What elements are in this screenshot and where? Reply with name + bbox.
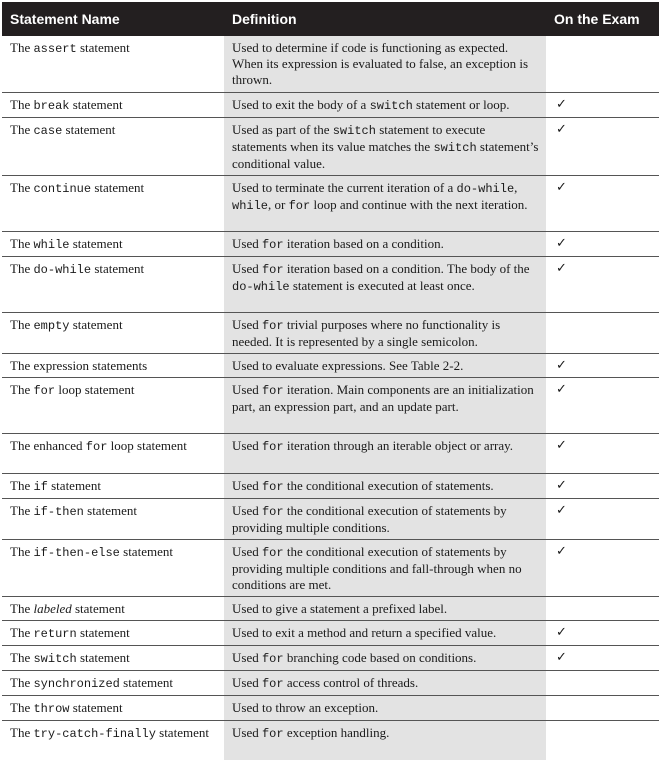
table-header-row [2,2,659,36]
definition-cell: Used for trivial purposes where no functionality is needed. It is represented by a single semicolon. [224,312,546,353]
statement-name-prefix: The [10,649,34,665]
definition-cell: Used to exit a method and return a specified value. [224,620,546,645]
on-exam-check-icon [546,720,659,760]
statement-name-cell [2,231,224,256]
definition-cell: Used to terminate the current iteration of a do-while, while, or for loop and continue with the next iteration. [224,175,546,231]
statement-name-prefix: The [10,179,34,195]
statement-name-cell [2,92,224,117]
statement-name-suffix: statement [71,600,125,616]
statement-name-prefix: The [10,316,34,332]
statement-name-prefix: The [10,235,34,251]
table-row [2,175,659,231]
statement-name-prefix: The [10,477,34,493]
statement-keyword: break [33,98,70,113]
table-row [2,256,659,312]
statement-name-prefix: The [10,543,34,559]
statement-name-cell [2,695,224,720]
statement-name-suffix: statement [69,699,123,715]
statement-keyword: switch [33,651,77,666]
statement-name-suffix: statement [76,624,130,640]
statement-name-cell [2,175,224,231]
table-row [2,695,659,720]
statement-keyword: do-while [33,262,92,277]
table-row [2,433,659,473]
statement-keyword: if-then [33,504,84,519]
header-on-the-exam: On the Exam [546,2,659,36]
statement-name-suffix: statement [47,477,101,493]
statement-name-cell [2,433,224,473]
statement-name-suffix: statement [83,502,137,518]
table-row [2,620,659,645]
definition-cell: Used to give a statement a prefixed label. [224,596,546,620]
definition-cell: Used as part of the switch statement to execute statements when its value matches the switch statement’s conditional value. [224,117,546,175]
on-exam-check-icon: ✓ [546,353,659,377]
on-exam-check-icon: ✓ [546,498,659,539]
table-row [2,473,659,498]
on-exam-check-icon [546,36,659,92]
definition-cell: Used for branching code based on conditions. [224,645,546,670]
table-row [2,92,659,117]
statement-name-prefix: The [10,724,34,740]
on-exam-check-icon: ✓ [546,175,659,231]
statement-name-prefix: The [10,96,34,112]
statement-keyword: continue [33,181,92,196]
statement-name-cell [2,473,224,498]
definition-cell: Used for the conditional execution of statements by providing multiple conditions and fall-through when no conditions are met. [224,539,546,596]
statement-keyword: if [33,479,48,494]
definition-cell: Used for iteration based on a condition. The body of the do-while statement is executed at least once. [224,256,546,312]
on-exam-check-icon: ✓ [546,433,659,473]
statement-name-prefix: The expression statements [10,357,148,373]
statement-name-cell [2,645,224,670]
statement-name-prefix: The [10,502,34,518]
statement-name-suffix: statement [119,543,173,559]
statement-name-suffix: statement [69,316,123,332]
definition-cell: Used to throw an exception. [224,695,546,720]
statement-name-cell [2,596,224,620]
statement-name-cell [2,720,224,760]
on-exam-check-icon [546,596,659,620]
statement-name-cell [2,670,224,695]
statement-name-cell [2,256,224,312]
statement-name-suffix: statement [69,235,123,251]
header-definition: Definition [224,2,546,36]
statement-name-cell [2,620,224,645]
on-exam-check-icon: ✓ [546,117,659,175]
statement-name-cell [2,498,224,539]
statement-name-prefix: The [10,674,34,690]
statement-name-suffix: statement [62,121,116,137]
header-statement-name: Statement Name [2,2,224,36]
definition-cell: Used for iteration. Main components are an initialization part, an expression part, and an update part. [224,377,546,433]
statement-name-suffix: statement [76,649,130,665]
on-exam-check-icon [546,670,659,695]
table-row [2,231,659,256]
table-row [2,539,659,596]
statement-name-suffix: statement [69,96,123,112]
table-row [2,353,659,377]
statement-keyword: case [33,123,63,138]
statement-name-cell [2,539,224,596]
on-exam-check-icon: ✓ [546,256,659,312]
statement-name-cell [2,36,224,92]
statement-name-cell [2,117,224,175]
statement-keyword: synchronized [33,676,120,691]
on-exam-check-icon: ✓ [546,92,659,117]
statements-table [2,2,659,760]
on-exam-check-icon: ✓ [546,539,659,596]
statement-keyword: try-catch-finally [33,726,156,741]
statement-name-prefix: The [10,624,34,640]
statement-keyword: return [33,626,77,641]
statement-keyword: assert [33,42,77,56]
definition-cell: Used to exit the body of a switch statement or loop. [224,92,546,117]
statement-name-prefix: The enhanced [10,437,86,453]
statement-name-suffix: loop statement [107,437,187,453]
definition-cell: Used for the conditional execution of statements. [224,473,546,498]
definition-cell: Used for iteration through an iterable object or array. [224,433,546,473]
table-row [2,36,659,92]
table-row [2,720,659,760]
definition-cell: Used for exception handling. [224,720,546,760]
statement-name-prefix: The [10,600,34,616]
statement-keyword: if-then-else [33,545,120,560]
statement-name-prefix: The [10,121,34,137]
statement-name-prefix: The [10,699,34,715]
on-exam-check-icon [546,695,659,720]
statement-keyword: throw [33,701,70,716]
statement-keyword-italic: labeled [33,600,72,616]
statement-name-cell [2,353,224,377]
table-row [2,117,659,175]
table-row [2,670,659,695]
statement-keyword: empty [33,318,70,333]
definition-cell: Used for the conditional execution of statements by providing multiple conditions. [224,498,546,539]
statement-name-suffix: statement [119,674,173,690]
statement-name-cell [2,312,224,353]
table-row [2,596,659,620]
on-exam-check-icon: ✓ [546,473,659,498]
statement-keyword: for [85,439,108,454]
table-row [2,377,659,433]
statement-name-prefix: The [10,260,34,276]
on-exam-check-icon: ✓ [546,231,659,256]
definition-cell: Used to evaluate expressions. See Table 2-2. [224,353,546,377]
on-exam-check-icon: ✓ [546,645,659,670]
on-exam-check-icon: ✓ [546,377,659,433]
statement-keyword: for [33,383,56,398]
statement-name-suffix: statement [91,179,145,195]
definition-cell: Used for iteration based on a condition. [224,231,546,256]
on-exam-check-icon [546,312,659,353]
statement-name-suffix: statement [155,724,209,740]
statement-name-suffix: statement [76,40,130,55]
table-row [2,645,659,670]
statement-name-prefix: The [10,40,34,55]
table-row [2,312,659,353]
definition-cell: Used to determine if code is functioning as expected. When its expression is evaluated to false, an exception is thrown. [224,36,546,92]
statement-name-suffix: loop statement [55,381,135,397]
definition-cell: Used for access control of threads. [224,670,546,695]
statement-keyword: while [33,237,70,252]
statement-name-suffix: statement [91,260,145,276]
statement-name-prefix: The [10,381,34,397]
on-exam-check-icon: ✓ [546,620,659,645]
statement-name-cell [2,377,224,433]
table-row [2,498,659,539]
